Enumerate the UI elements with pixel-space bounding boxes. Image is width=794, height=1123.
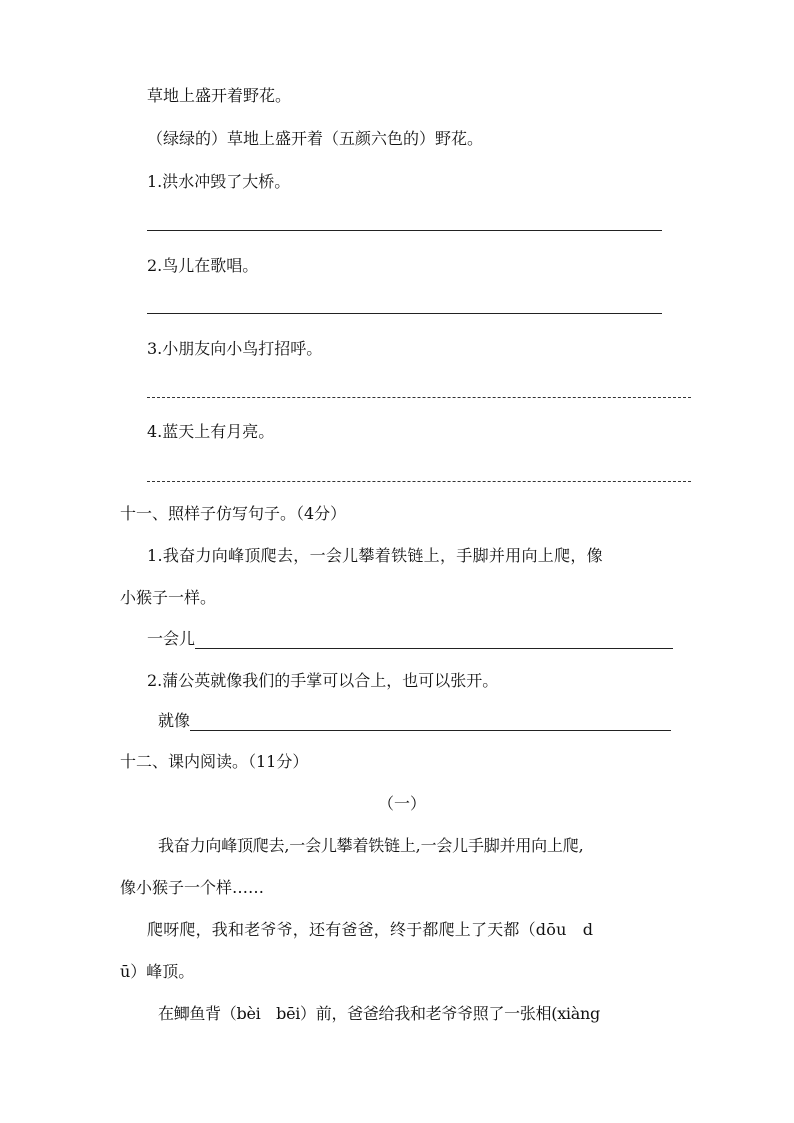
q2-line: 2.蒲公英就像我们的手掌可以合上，也可以张开。 [147,671,499,690]
item-1: 1.洪水冲毁了大桥。 [147,172,291,191]
example-plain: 草地上盛开着野花。 [147,86,292,105]
passage-p2-line1: 爬呀爬，我和老爷爷，还有爸爸，终于都爬上了天都（dōu d [147,920,594,939]
section-heading-12: 十二、课内阅读。（11分） [120,752,309,771]
q2-answer-row [158,711,671,731]
answer-line-3[interactable] [147,397,691,398]
reading-section-label: （一） [378,794,427,813]
answer-line-1[interactable] [147,230,662,231]
passage-p3-line1: 在鲫鱼背（bèi bēi）前，爸爸给我和老爷爷照了一张相(xiàng [158,1004,600,1023]
passage-p1-line1: 我奋力向峰顶爬去,一会儿攀着铁链上,一会儿手脚并用向上爬, [158,836,584,855]
answer-line-4[interactable] [147,481,691,482]
answer-line-2[interactable] [147,313,662,314]
q1-line-2: 小猴子一样。 [120,588,217,607]
passage-p2-line2: ū）峰顶。 [120,962,195,981]
item-4: 4.蓝天上有月亮。 [147,422,275,441]
q1-line-1: 1.我奋力向峰顶爬去，一会儿攀着铁链上，手脚并用向上爬，像 [147,546,603,565]
item-2: 2.鸟儿在歌唱。 [147,256,259,275]
q1-answer-line[interactable] [195,631,673,649]
section-heading-11: 十一、照样子仿写句子。（4分） [120,504,347,523]
passage-p1-line2: 像小猴子一个样…… [120,878,265,897]
q2-answer-line[interactable] [190,713,671,731]
q1-prompt: 一会儿 [147,629,196,648]
item-3: 3.小朋友向小鸟打招呼。 [147,339,323,358]
q1-answer-row [147,629,673,649]
q2-prompt: 就像 [158,711,191,730]
example-expanded: （绿绿的）草地上盛开着（五颜六色的）野花。 [147,129,484,148]
